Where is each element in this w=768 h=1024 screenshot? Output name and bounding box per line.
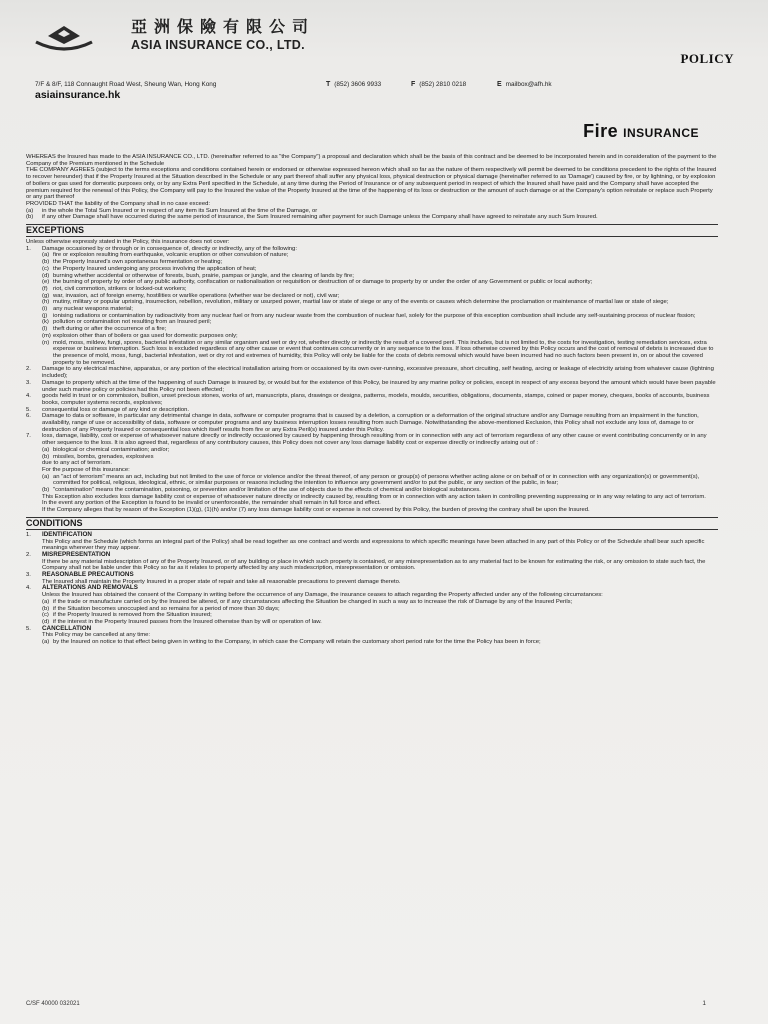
exception-subitem: (a) fire or explosion resulting from earthquake, volcanic eruption or other convulsion of nature; xyxy=(42,252,289,259)
exception-item: 3. Damage to property which at the time of the happening of such Damage is insured by, or would but for the existence of this Policy, be insured by any marine policy or policies, except in respect of any excess beyond the amount which would have been payable under such marine policy or policies had this Policy not been effected; xyxy=(26,379,716,393)
exception-7-due: due to any act of terrorism. xyxy=(42,460,113,467)
exception-paragraph: This Exception also excludes loss damage liability cost or expense of whatsoever nature directly or indirectly caused by, resulting from or in connection with any action taken in controlling preventing suppressing or in any way relating to any act of terrorism. xyxy=(42,493,706,500)
exception-subitem: (l) theft during or after the occurrence of a fire; xyxy=(42,326,167,333)
exception-subitem: (d) burning whether accidental or otherwise of forests, bush, prairie, pampas or jungle, and the clearing of lands by fire; xyxy=(42,272,354,279)
telephone: T (852) 3606 9933 xyxy=(326,81,382,88)
company-name-chinese: 亞洲保險有限公司 xyxy=(131,19,316,36)
definition-item: (a) an "act of terrorism" means an act, including but not limited to the use of force or violence and/or the threat thereof, of any person or group(s) of persons whether acting alone or on behalf of or in connection with any organization(s) or government(s), committed for political, religious, ideological, ethnic, or similar purposes or reasons including the intention to influence any government and/or to put the public, or any section of the public, in fear; xyxy=(42,473,700,487)
condition-text: This Policy and the Schedule (which forms an integral part of the Policy) shall be read together as one contract and words and expressions to which specific meanings have been attached in any part of this Policy or of the Schedule shall bear such specific meanings wherever they may appear. xyxy=(42,538,705,552)
exception-subitem: (a) biological or chemical contamination; and/or; xyxy=(42,446,170,453)
definition-item: (b) "contamination" means the contamination, poisoning, or prevention and/or limitation of the use of objects due to the effects of chemical and/or biological substances. xyxy=(42,487,481,494)
exception-subitem: (k) pollution or contamination not resulting from an Insured peril; xyxy=(42,319,212,326)
exception-paragraph: If the Company alleges that by reason of the Exception (1)(g), (1)(h) and/or (7) any loss damage liability cost or expense is not covered by this Policy, the burden of proving the contrary shall be upon the Insured. xyxy=(42,507,590,514)
condition-text: The Insured shall maintain the Property Insured in a proper state of repair and take all reasonable precautions to prevent damage thereto. xyxy=(42,578,401,585)
condition-subitem: (a) by the Insured on notice to that effect being given in writing to the Company, in which case the Company will retain the customary short period rate for the time the Policy has been in force; xyxy=(42,639,541,646)
exceptions-heading: EXCEPTIONS xyxy=(26,224,718,237)
exception-item: 4. goods held in trust or on commission, bullion, unset precious stones, works of art, manuscripts, plans, drawings or designs, patterns, models, moulds, securities, obligations, documents, stamps, coined or paper money, cheques, books of accounts, business books, computer systems records, explosives; xyxy=(26,393,710,406)
exception-7-list xyxy=(26,447,718,460)
exception-item: 2. Damage to any electrical machine, apparatus, or any portion of the electrical installation arising from or occasioned by its own over-running, excessive pressure, short circuiting, self heating, arcing or leakage of electricity arising from whatever cause (lightning included); xyxy=(26,366,714,380)
exception-subitem: (m) explosion other than of boilers or gas used for domestic purposes only; xyxy=(42,332,238,339)
exception-subitem: (e) the burning of property by order of any public authority, confiscation or nationalisation or requisition or destruction of or damage to property by or under the order of any Government or public or local authority; xyxy=(42,279,593,286)
exception-subitem: (g) war, invasion, act of foreign enemy, hostilities or warlike operations (whether war be declared or not), civil war; xyxy=(42,292,340,299)
exception-paragraph: In the event any portion of the Exception is found to be invalid or unenforceable, the remainder shall remain in full force and effect. xyxy=(42,500,381,507)
condition-title: 3. REASONABLE PRECAUTIONS xyxy=(26,571,134,579)
company-address: 7/F & 8/F, 118 Connaught Road West, Sheung Wan, Hong Kong xyxy=(35,81,217,88)
company-name-english: ASIA INSURANCE CO., LTD. xyxy=(131,38,305,52)
proviso-item: (a) in the whole the Total Sum Insured or in respect of any item its Sum Insured at the time of the Damage, or xyxy=(26,207,318,214)
condition-text: This Policy may be cancelled at any time: xyxy=(42,632,151,639)
condition-subitem: (c) if the Property Insured is removed from the Situation insured; xyxy=(42,612,212,619)
exception-subitem: (f) riot, civil commotion, strikers or locked-out workers; xyxy=(42,285,187,292)
condition-title: 1. IDENTIFICATION xyxy=(26,530,92,538)
exception-subitem: (c) the Property Insured undergoing any process involving the application of heat; xyxy=(42,265,257,272)
exception-subitem: (n) mold, moss, mildew, fungi, spores, bacterial infestation or any similar organism and wet or dry rot, whether directly or indirectly the result of a covered peril. This includes, but is not limited to, the costs for investigation, testing remediation services, extra expense or business interruption. Such loss is excluded regardless of any other cause or event that continues concurrently or in any sequence to the loss. If loss otherwise covered by this Policy occurs and the cost of removal of debris is increased due to the presence of mold, moss, fungi, bacterial infestation, wet or dry rot and extremes of humidity, this Policy will only be liable for the costs of debris removal which would have been incurred had no such factors been present in, on or about the covered property to be removed. xyxy=(42,339,714,366)
proviso-list xyxy=(26,208,718,221)
provided-that-clause: PROVIDED THAT the liability of the Company shall in no case exceed: xyxy=(26,200,211,207)
header-band xyxy=(0,0,768,70)
title-sub: INSURANCE xyxy=(623,126,699,140)
condition-title: 4. ALTERATIONS AND REMOVALS xyxy=(26,584,138,592)
exception-item: 6. Damage to data or software, in particular any detrimental change in data, software or computer programs that is caused by a deletion, a corruption or a deformation of the original structure and/or any Damage resulting from an impairment in the function, availability, range of use or accessibility of data, software or computer programs and any business interruption losses resulting from such Damage. Notwithstanding the above-mentioned Exclusion, this Policy shall not exclude any loss of, damage to or destruction of any Property Insured or consequential loss which itself results from fire or any Extra Peril(s) insured under this Policy. xyxy=(26,413,699,433)
policy-body xyxy=(26,154,718,646)
condition-subitem: (a) if the trade or manufacture carried on by the Insured be altered, or if any circumstances affecting the Situation be changed in such a way as to increase the risk of Damage by any of the Insured Perils; xyxy=(42,598,573,605)
exception-7-purpose: For the purpose of this insurance: xyxy=(42,466,130,473)
exception-7-tail xyxy=(26,494,718,514)
condition-text: If there be any material misdescription of any of the Property Insured, or of any building or place in which such property is contained, or any misrepresentation as to any material fact to be known for estimating the risk, or any omission to state such fact, the Company shall not be liable under this Policy so far as it relates to property affected by any such misdescription, misrepresentation or omission. xyxy=(42,558,706,572)
conditions-heading: CONDITIONS xyxy=(26,517,718,530)
conditions-list xyxy=(26,532,718,646)
email[interactable]: E mailbox@afh.hk xyxy=(497,81,552,88)
exception-subitem: (j) ionising radiations or contamination by radioactivity from any nuclear fuel or from any nuclear waste from the combustion of nuclear fuel, solely for the purpose of this exception combustion shall include any self-sustaining process of nuclear fission; xyxy=(42,312,696,319)
exceptions-intro: Unless otherwise expressly stated in the Policy, this insurance does not cover: xyxy=(26,239,230,246)
exception-1-list xyxy=(26,252,718,366)
proviso-item: (b) if any other Damage shall have occurred during the same period of insurance, the Sum Insured remaining after payment for such Damage unless the Company shall have agreed to reinstate any such Sum Insured. xyxy=(26,214,598,221)
company-agrees-clause: THE COMPANY AGREES (subject to the terms exceptions and conditions contained herein or endorsed or otherwise expressed hereon which shall so far as the nature of them respectively will permit be deemed to be conditions precedent to the rights of the Insured to recover hereunder) that if the Property Insured at the Situation described in the Schedule or any part thereof shall suffer any physical loss, physical destruction or physical damage (hereinafter referred to as 'Damage') caused by fire, or by lightning, or by explosion of boilers or gas used for domestic purposes only, or by any Extra Peril specified in the Schedule, at any time during the Period of Insurance or of any subsequent period in respect of which the Insured shall have paid and the Company shall have accepted the premium required for the renewal of this Policy, the Company will pay to the Insured the value of the Property Insured at the time of the happening of its loss or destruction or the amount of such damage or at the Company's option reinstate or replace such Property or any part thereof xyxy=(26,167,717,201)
exception-1: 1. Damage occasioned by or through or in consequence of, directly or indirectly, any of the following: xyxy=(26,245,297,252)
form-code: C/SF 40000 032021 xyxy=(26,1001,80,1007)
policy-label: POLICY xyxy=(680,51,734,66)
condition-subitem: (d) if the interest in the Property Insured passes from the Insured otherwise than by will or operation of law. xyxy=(42,619,322,625)
website-link[interactable]: asiainsurance.hk xyxy=(35,89,121,101)
condition-title: 2. MISREPRESENTATION xyxy=(26,550,111,558)
exception-subitem: (i) any nuclear weapons material; xyxy=(42,306,133,313)
company-logo-icon xyxy=(34,22,94,56)
exception-7-definitions xyxy=(26,474,718,494)
exceptions-list xyxy=(26,366,718,446)
exception-subitem: (b) missiles, bombs, grenades, explosives xyxy=(42,453,154,460)
exception-item: 5. consequential loss or damage of any kind or description. xyxy=(26,406,190,413)
title-main: Fire xyxy=(583,121,619,141)
exception-subitem: (h) mutiny, military or popular uprising, insurrection, rebellion, revolution, military or usurped power, martial law or state of siege or any of the events or causes which determine the proclamation or maintenance of martial law or state of siege; xyxy=(42,299,669,306)
fax: F (852) 2810 0218 xyxy=(411,81,467,88)
condition-title: 5. CANCELLATION xyxy=(26,624,92,632)
whereas-clause: WHEREAS the Insured has made to the ASIA INSURANCE CO., LTD. (hereinafter referred to as "the Company") a proposal and declaration which shall be the basis of this contract and be deemed to be incorporated herein and in consideration of the payment to the Company of the Premium mentioned in the Schedule xyxy=(26,154,717,167)
page-number: 1 xyxy=(702,1000,706,1007)
condition-text: Unless the Insured has obtained the consent of the Company in writing before the occurrence of any Damage, the insurance ceases to attach regarding the Property affected under any of the following circumstances: xyxy=(42,592,603,599)
exception-item: 7. loss, damage, liability, cost or expense of whatsoever nature directly or indirectly occasioned by caused by happening through resulting from or in connection with any act of terrorism regardless of any other cause or event contributing concurrently or in any other sequence to the loss. It is also agreed that, regardless of any contributory causes, this Policy does not cover any loss damage liability cost or expense directly or indirectly arising out of : xyxy=(26,433,707,447)
exception-subitem: (b) the Property Insured's own spontaneous fermentation or heating; xyxy=(42,259,223,266)
condition-subitem: (b) if the Situation becomes unoccupied and so remains for a period of more than 30 days; xyxy=(42,605,280,612)
document-title xyxy=(583,121,699,142)
